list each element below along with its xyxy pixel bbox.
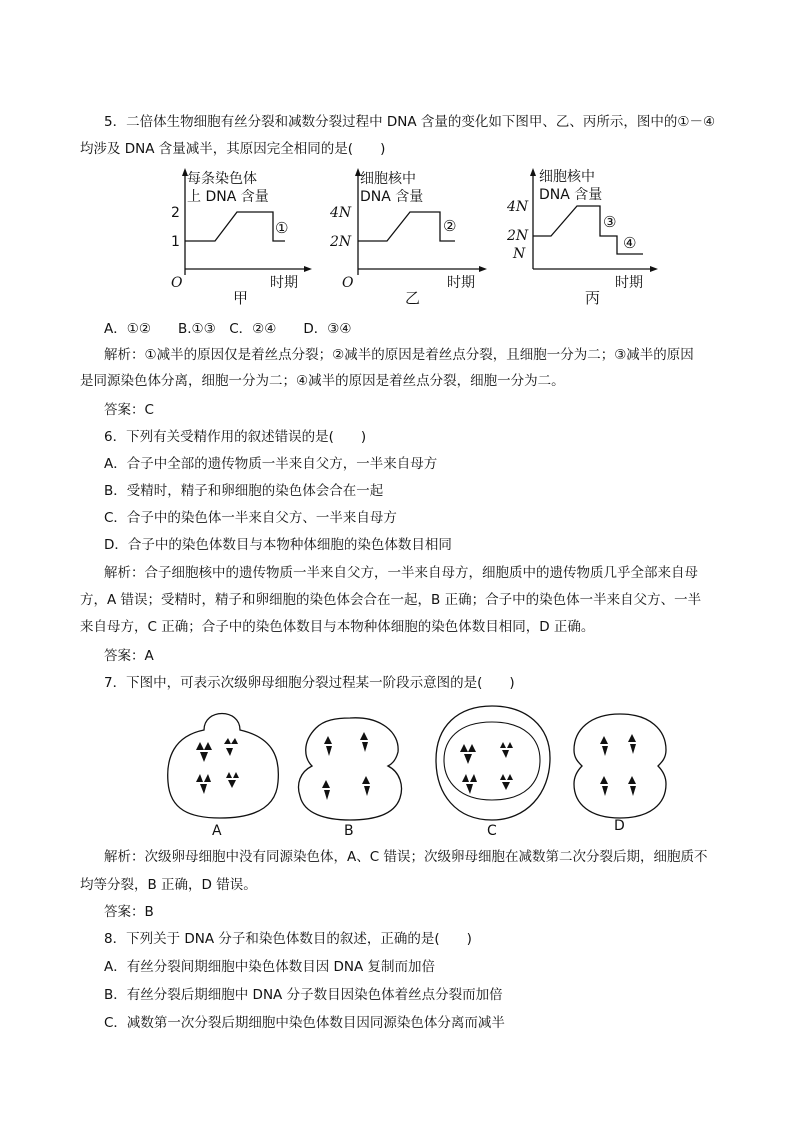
cell-label-c: C bbox=[487, 823, 497, 839]
q6-option-a: A．合子中全部的遗传物质一半来自父方，一半来自母方 bbox=[104, 456, 438, 472]
jia-curve bbox=[185, 212, 285, 241]
yi-curve bbox=[358, 212, 455, 241]
jia-origin: O bbox=[171, 275, 183, 291]
q7-analysis-line2: 均等分裂，B 正确，D 错误。 bbox=[80, 877, 257, 893]
q5-options: A．①② B.①③ C．②④ D．③④ bbox=[104, 321, 352, 337]
yi-origin: O bbox=[342, 275, 354, 291]
jia-ytick-2: 2 bbox=[171, 205, 180, 221]
yi-caption: 乙 bbox=[405, 289, 421, 307]
yi-ytick-4n: 4N bbox=[330, 205, 352, 221]
q5-stem-line2: 均涉及 DNA 含量减半，其原因完全相同的是( ) bbox=[80, 141, 386, 157]
figure-jia bbox=[165, 165, 315, 310]
q6-answer: 答案：A bbox=[104, 648, 154, 664]
q8-option-b: B．有丝分裂后期细胞中 DNA 分子数目因染色体着丝点分裂而加倍 bbox=[104, 987, 503, 1003]
q7-analysis-line1: 解析：次级卵母细胞中没有同源染色体，A、C 错误；次级卵母细胞在减数第二次分裂后期，细胞质不 bbox=[104, 849, 708, 865]
jia-marker: ① bbox=[275, 219, 289, 237]
jia-ytick-1: 1 bbox=[171, 234, 180, 250]
yi-ytick-2n: 2N bbox=[330, 234, 352, 250]
cell-c bbox=[436, 706, 550, 839]
q5-analysis-line1: 解析：①减半的原因仅是着丝点分裂；②减半的原因是着丝点分裂，且细胞一分为二；③减半的原因 bbox=[104, 347, 694, 363]
q6-analysis-line1: 解析：合子细胞核中的遗传物质一半来自父方，一半来自母方，细胞质中的遗传物质几乎全部来自母 bbox=[104, 565, 698, 581]
q6-option-b: B．受精时，精子和卵细胞的染色体会合在一起 bbox=[104, 483, 384, 499]
cell-label-b: B bbox=[344, 823, 354, 839]
q8-stem: 8．下列关于 DNA 分子和染色体数目的叙述，正确的是( ) bbox=[104, 931, 472, 947]
q6-option-d: D．合子中的染色体数目与本物种体细胞的染色体数目相同 bbox=[104, 537, 452, 553]
q5-analysis-line2: 是同源染色体分离，细胞一分为二；④减半的原因是着丝点分裂，细胞一分为二。 bbox=[80, 373, 565, 389]
q7-stem: 7．下图中，可表示次级卵母细胞分裂过程某一阶段示意图的是( ) bbox=[104, 675, 515, 691]
cell-a bbox=[168, 714, 279, 840]
cell-b bbox=[299, 718, 402, 839]
yi-ylabel-line1: 细胞核中 bbox=[360, 171, 416, 187]
cell-d bbox=[574, 714, 666, 834]
q5-answer: 答案：C bbox=[104, 402, 154, 418]
cell-label-a: A bbox=[212, 823, 222, 839]
bing-caption: 丙 bbox=[585, 289, 601, 307]
figure-yi bbox=[330, 165, 495, 310]
bing-ytick-4n: 4N bbox=[507, 199, 529, 215]
bing-ylabel-line1: 细胞核中 bbox=[539, 169, 595, 185]
bing-marker-3: ③ bbox=[603, 213, 617, 231]
q5-stem-line1: 5．二倍体生物细胞有丝分裂和减数分裂过程中 DNA 含量的变化如下图甲、乙、丙所示，图中的①－④ bbox=[104, 114, 716, 130]
q8-option-c: C．减数第一次分裂后期细胞中染色体数目因同源染色体分离而减半 bbox=[104, 1015, 505, 1031]
figure-bing bbox=[505, 165, 665, 310]
yi-ylabel-line2: DNA 含量 bbox=[360, 189, 424, 205]
bing-ytick-n: N bbox=[513, 246, 526, 262]
bing-ylabel-line2: DNA 含量 bbox=[539, 187, 603, 203]
yi-marker: ② bbox=[443, 217, 457, 235]
q6-stem: 6．下列有关受精作用的叙述错误的是( ) bbox=[104, 429, 367, 445]
q6-analysis-line2: 方，A 错误；受精时，精子和卵细胞的染色体会合在一起，B 正确；合子中的染色体一半来自父方、一半 bbox=[80, 592, 702, 608]
q7-cell-diagrams bbox=[160, 700, 680, 840]
q6-analysis-line3: 来自母方，C 正确；合子中的染色体数目与本物种体细胞的染色体数目相同，D 正确。 bbox=[80, 619, 595, 635]
yi-xlabel: 时期 bbox=[447, 275, 475, 291]
jia-xlabel: 时期 bbox=[270, 275, 298, 291]
q6-option-c: C．合子中的染色体一半来自父方、一半来自母方 bbox=[104, 510, 397, 526]
bing-marker-4: ④ bbox=[623, 234, 637, 252]
q7-answer: 答案：B bbox=[104, 904, 154, 920]
q8-option-a: A．有丝分裂间期细胞中染色体数目因 DNA 复制而加倍 bbox=[104, 959, 436, 975]
jia-ylabel-line1: 每条染色体 bbox=[187, 171, 257, 187]
jia-ylabel-line2: 上 DNA 含量 bbox=[187, 189, 269, 205]
bing-xlabel: 时期 bbox=[615, 275, 643, 291]
cell-label-d: D bbox=[614, 818, 625, 834]
bing-ytick-2n: 2N bbox=[507, 228, 529, 244]
jia-caption: 甲 bbox=[233, 289, 249, 307]
